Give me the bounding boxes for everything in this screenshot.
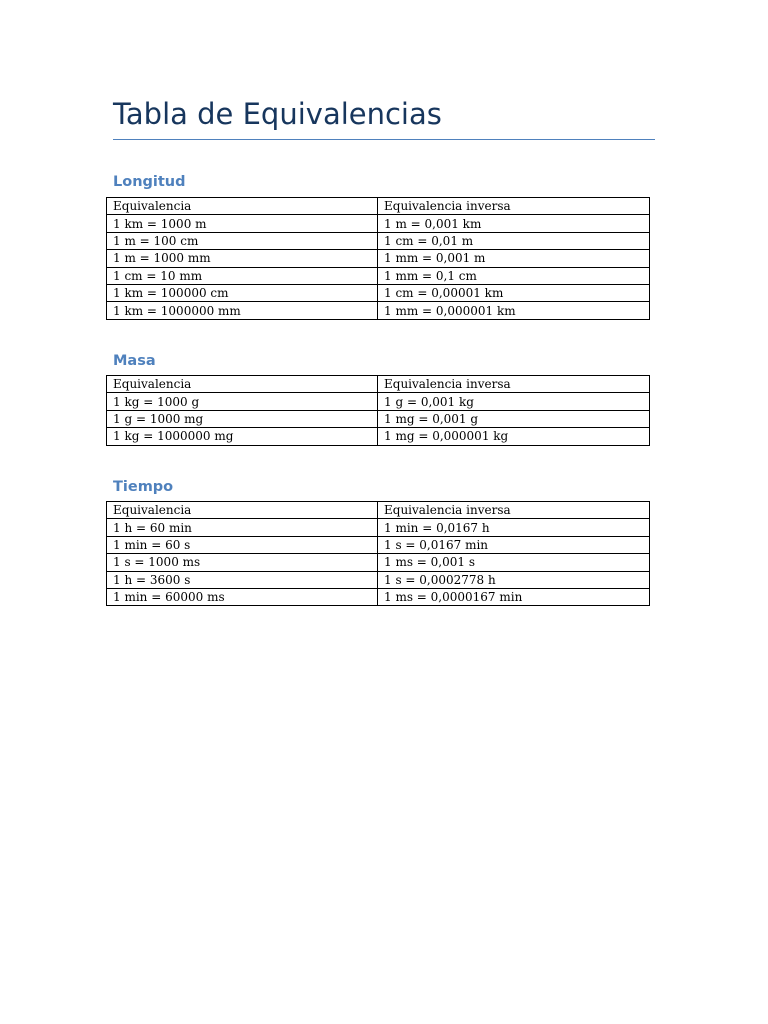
table-cell: 1 kg = 1000 g bbox=[107, 393, 378, 410]
table-row bbox=[107, 302, 650, 319]
title-underline bbox=[113, 139, 655, 140]
table-row bbox=[107, 519, 650, 536]
section-heading-tiempo: Tiempo bbox=[113, 479, 174, 495]
table-row bbox=[107, 536, 650, 553]
table-row bbox=[107, 428, 650, 445]
table-cell: 1 km = 1000 m bbox=[107, 215, 378, 232]
table-cell: 1 ms = 0,0000167 min bbox=[378, 588, 650, 605]
table-header-row bbox=[107, 376, 650, 393]
table-cell: 1 m = 1000 mm bbox=[107, 250, 378, 267]
table-row bbox=[107, 267, 650, 284]
table-cell: 1 min = 0,0167 h bbox=[378, 519, 650, 536]
column-header-equivalencia-inversa: Equivalencia inversa bbox=[378, 198, 650, 215]
table-masa bbox=[106, 375, 650, 446]
table-cell: 1 cm = 0,00001 km bbox=[378, 284, 650, 301]
table-cell: 1 mm = 0,1 cm bbox=[378, 267, 650, 284]
table-cell: 1 mm = 0,000001 km bbox=[378, 302, 650, 319]
section-heading-longitud: Longitud bbox=[113, 174, 186, 190]
table-row bbox=[107, 588, 650, 605]
table-cell: 1 s = 0,0002778 h bbox=[378, 571, 650, 588]
table-cell: 1 min = 60 s bbox=[107, 536, 378, 553]
table-cell: 1 h = 3600 s bbox=[107, 571, 378, 588]
section-heading-masa: Masa bbox=[113, 353, 156, 369]
table-longitud bbox=[106, 197, 650, 320]
table-cell: 1 mg = 0,001 g bbox=[378, 410, 650, 427]
table-cell: 1 m = 0,001 km bbox=[378, 215, 650, 232]
column-header-equivalencia: Equivalencia bbox=[107, 376, 378, 393]
table-cell: 1 km = 100000 cm bbox=[107, 284, 378, 301]
column-header-equivalencia: Equivalencia bbox=[107, 198, 378, 215]
table-cell: 1 min = 60000 ms bbox=[107, 588, 378, 605]
column-header-equivalencia-inversa: Equivalencia inversa bbox=[378, 376, 650, 393]
table-row bbox=[107, 232, 650, 249]
table-row bbox=[107, 410, 650, 427]
table-row bbox=[107, 393, 650, 410]
table-cell: 1 cm = 10 mm bbox=[107, 267, 378, 284]
table-row bbox=[107, 215, 650, 232]
table-cell: 1 h = 60 min bbox=[107, 519, 378, 536]
table-cell: 1 g = 1000 mg bbox=[107, 410, 378, 427]
table-header-row bbox=[107, 198, 650, 215]
table-cell: 1 g = 0,001 kg bbox=[378, 393, 650, 410]
table-cell: 1 s = 0,0167 min bbox=[378, 536, 650, 553]
table-row bbox=[107, 554, 650, 571]
table-row bbox=[107, 250, 650, 267]
table-cell: 1 km = 1000000 mm bbox=[107, 302, 378, 319]
table-cell: 1 kg = 1000000 mg bbox=[107, 428, 378, 445]
table-cell: 1 ms = 0,001 s bbox=[378, 554, 650, 571]
column-header-equivalencia: Equivalencia bbox=[107, 502, 378, 519]
table-cell: 1 s = 1000 ms bbox=[107, 554, 378, 571]
table-header-row bbox=[107, 502, 650, 519]
table-cell: 1 cm = 0,01 m bbox=[378, 232, 650, 249]
table-tiempo bbox=[106, 501, 650, 606]
table-cell: 1 m = 100 cm bbox=[107, 232, 378, 249]
table-row bbox=[107, 571, 650, 588]
page-title: Tabla de Equivalencias bbox=[113, 97, 442, 131]
column-header-equivalencia-inversa: Equivalencia inversa bbox=[378, 502, 650, 519]
table-cell: 1 mm = 0,001 m bbox=[378, 250, 650, 267]
table-cell: 1 mg = 0,000001 kg bbox=[378, 428, 650, 445]
table-row bbox=[107, 284, 650, 301]
